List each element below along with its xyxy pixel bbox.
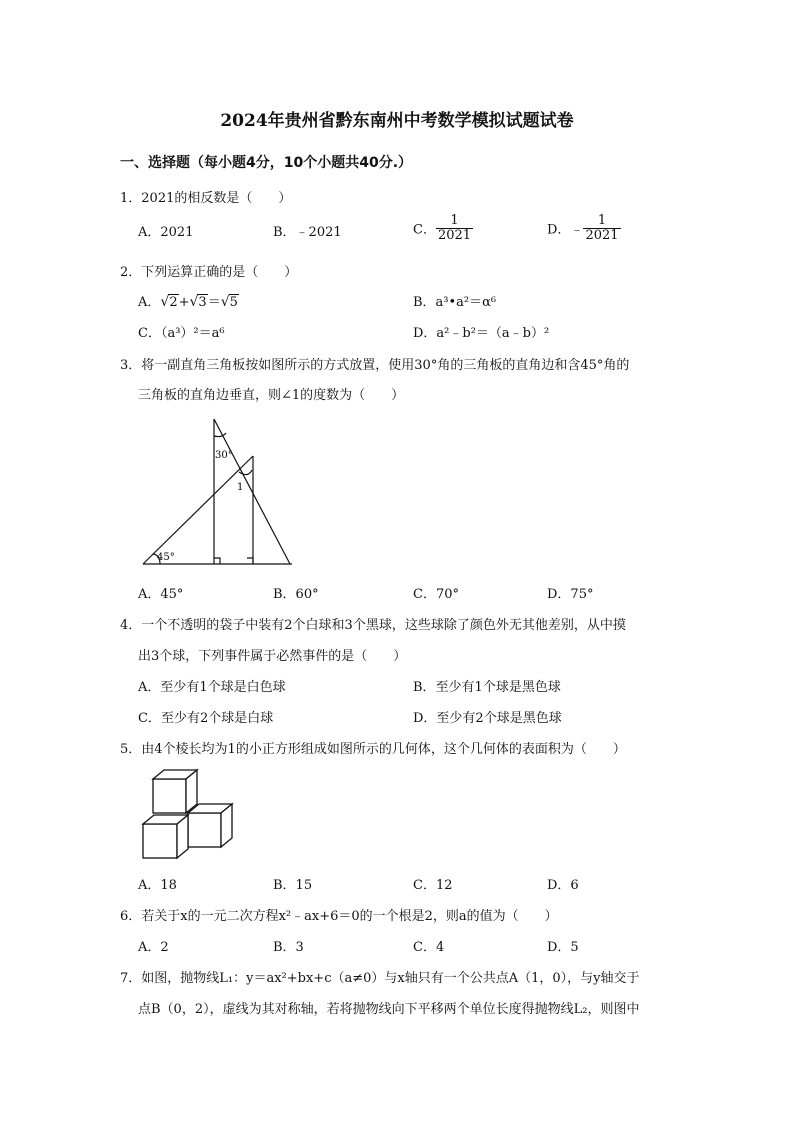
q5-option-d: D．6 — [547, 878, 579, 893]
question-4-line-1: 4．一个不透明的袋子中装有2个白球和3个黑球，这些球除了颜色外无其他差别，从中摸 — [120, 618, 626, 633]
q2-option-c: C．（a³）²＝a⁶ — [138, 326, 225, 341]
q6-option-c: C．4 — [413, 940, 445, 955]
q3-option-b: B．60° — [273, 587, 319, 602]
q2-a-radicand-3: 5 — [229, 295, 238, 310]
q6-option-a: A．2 — [138, 940, 169, 955]
q3-option-c: C．70° — [413, 587, 459, 602]
q1-c-numerator: 1 — [450, 213, 459, 228]
q1-d-numerator: 1 — [597, 213, 607, 228]
q1-d-label: D． — [547, 222, 571, 238]
question-5-stem: 5．由4个棱长均为1的小正方形组成如图所示的几何体，这个几何体的表面积为（ ） — [120, 742, 626, 757]
q6-option-d: D．5 — [547, 940, 579, 955]
q5-cubes-figure — [140, 768, 240, 862]
question-3-line-1: 3．将一副直角三角板按如图所示的方式放置，使用30°角的三角板的直角边和含45°角的 — [120, 358, 630, 373]
q5-option-b: B．15 — [273, 878, 313, 893]
q1-c-denominator: 2021 — [437, 227, 472, 243]
q2-option-d: D．a²﹣b²＝（a﹣b）² — [413, 326, 550, 341]
q2-a-label: A． — [138, 295, 161, 310]
q2-a-plus: + — [178, 295, 190, 310]
question-7-line-1: 7．如图，抛物线L₁：y＝ax²+bx+c（a≠0）与x轴只有一个公共点A（1，0），与y轴交于 — [120, 971, 640, 986]
q4-option-c: C．至少有2个球是白球 — [138, 711, 274, 726]
q1-option-c — [413, 214, 473, 242]
q2-a-radicand-2: 3 — [198, 295, 207, 310]
q4-option-b: B．至少有1个球是黑色球 — [413, 680, 561, 695]
q1-d-denominator: 2021 — [585, 227, 619, 243]
question-6-stem: 6．若关于x的一元二次方程x²﹣ax+6＝0的一个根是2，则a的值为（ ） — [120, 909, 558, 924]
q3-fig-label-45: 45° — [157, 552, 175, 563]
q1-d-fraction — [583, 214, 620, 242]
question-4-line-2: 出3个球，下列事件属于必然事件的是（ ） — [138, 649, 407, 664]
q3-option-d: D．75° — [547, 587, 594, 602]
q3-fig-label-1: 1 — [237, 482, 244, 493]
q4-option-a: A．至少有1个球是白色球 — [138, 680, 286, 695]
q2-option-b: B．a³•a²＝α⁶ — [413, 295, 497, 310]
q2-a-equals: ＝ — [207, 295, 221, 310]
q2-option-a — [138, 291, 239, 310]
page-title: 2024年贵州省黔东南州中考数学模拟试题试卷 — [220, 111, 574, 131]
q1-option-b: B．﹣2021 — [273, 225, 342, 240]
q1-option-d — [547, 214, 621, 242]
question-7-line-2: 点B（0，2），虚线为其对称轴，若将抛物线向下平移两个单位长度得抛物线L₂，则图中 — [138, 1002, 640, 1017]
question-3-line-2: 三角板的直角边垂直，则∠1的度数为（ ） — [138, 388, 405, 403]
radical-icon: √ — [220, 294, 230, 310]
q1-c-fraction — [436, 214, 473, 242]
question-1-stem: 1．2021的相反数是（ ） — [120, 191, 292, 206]
q5-option-a: A．18 — [138, 878, 177, 893]
q4-option-d: D．至少有2个球是黑色球 — [413, 711, 562, 726]
q3-fig-label-30: 30° — [215, 450, 233, 461]
q6-option-b: B．3 — [273, 940, 304, 955]
q1-option-a: A．2021 — [138, 225, 194, 240]
q5-option-c: C．12 — [413, 878, 453, 893]
q3-triangles-figure — [140, 416, 300, 568]
q1-c-label: C． — [413, 222, 436, 238]
question-2-stem: 2．下列运算正确的是（ ） — [120, 265, 298, 280]
section-heading: 一、选择题（每小题4分，10个小题共40分.） — [120, 155, 413, 171]
q3-option-a: A．45° — [138, 587, 184, 602]
radical-icon: √ — [160, 294, 170, 310]
q1-d-sign: ﹣ — [570, 222, 584, 238]
q2-a-radicand-1: 2 — [169, 295, 178, 310]
radical-icon: √ — [189, 294, 199, 310]
